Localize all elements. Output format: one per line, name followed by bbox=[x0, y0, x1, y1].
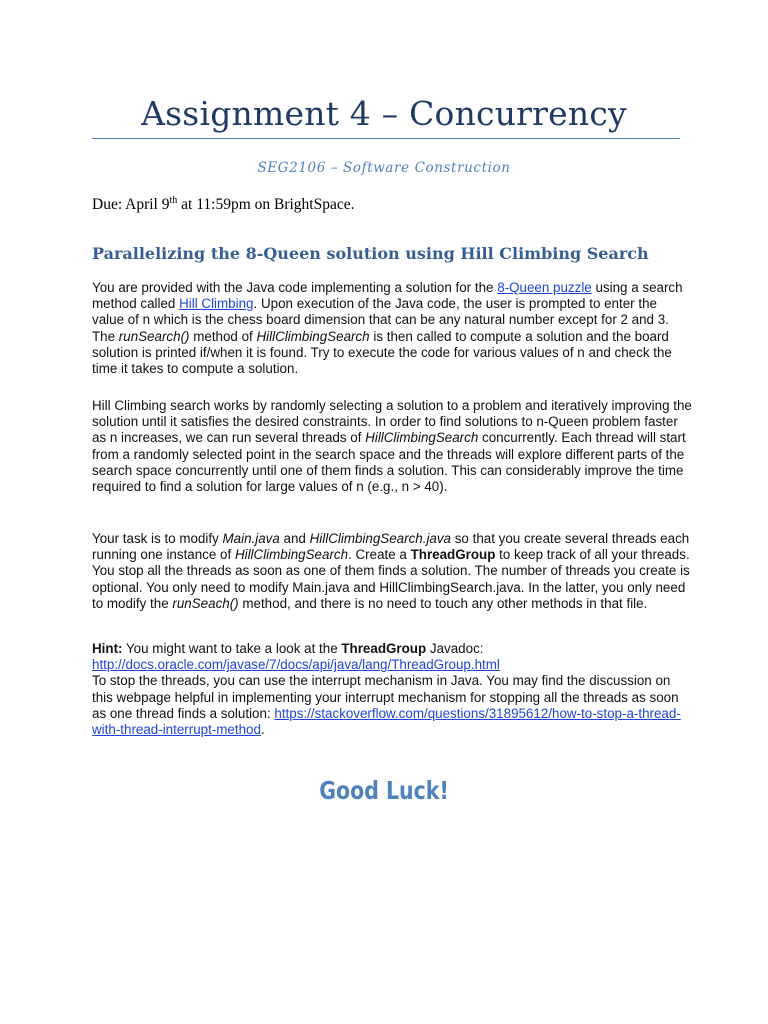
link-stackoverflow[interactable]: https://stackoverflow.com/questions/31895612/how-to-stop-a-thread-with-thread-interrupt-method bbox=[92, 705, 681, 738]
page-title: Assignment 4 – Concurrency bbox=[141, 94, 627, 133]
hint-label: Hint: bbox=[92, 641, 123, 656]
text: Your task is to modify bbox=[92, 531, 223, 546]
due-prefix: Due: April 9 bbox=[92, 196, 170, 213]
text: method, and there is no need to touch any other methods in that file. bbox=[238, 595, 648, 611]
text: You are provided with the Java code implementing a solution for the bbox=[92, 280, 498, 295]
emphasis: runSearch() bbox=[118, 328, 190, 344]
text: . Upon execution of the Java code, the user is prompted to enter the value of n which is the chess board dimension that can be any natural number except for 2 and 3. The bbox=[92, 296, 669, 344]
paragraph-hint bbox=[92, 641, 692, 738]
emphasis: HillClimbingSearch bbox=[365, 430, 479, 446]
text: To stop the threads, you can use the interrupt mechanism in Java. You may find the discussion on this webpage helpful in implementing your interrupt mechanism for stopping all the threads as soon as one thread finds a solution: bbox=[92, 673, 679, 721]
paragraph-hill-climbing bbox=[92, 398, 692, 495]
text: so that you create several threads each running one instance of bbox=[92, 531, 690, 563]
text: to keep track of all your threads. You stop all the threads as soon as one of them finds a solution. The number of threads you create is optional. You only need to modify Main.java and HillClimbingSearch.java. In the latter, you only need to modify the bbox=[92, 547, 690, 611]
due-suffix: at 11:59pm on BrightSpace. bbox=[177, 196, 355, 213]
text: Hill Climbing search works by randomly selecting a solution to a problem and iteratively improving the solution until it satisfies the desired constraints. In order to find solutions to n-Queen problem faster as n increases, we can run several threads of bbox=[92, 398, 692, 446]
paragraph-task bbox=[92, 531, 692, 612]
closing-message: Good Luck! bbox=[319, 776, 449, 805]
link-threadgroup-javadoc[interactable]: http://docs.oracle.com/javase/7/docs/api/java/lang/ThreadGroup.html bbox=[92, 657, 500, 673]
text: concurrently. Each thread will start from a randomly selected point in the search space and the threads will explore different parts of the search space concurrently until one of them finds a solution. This can considerably improve the time required to find a solution for large values of n (e.g., n > 40). bbox=[92, 430, 686, 495]
paragraph-intro bbox=[92, 280, 692, 377]
title-divider bbox=[92, 138, 680, 139]
strong: ThreadGroup bbox=[341, 641, 427, 656]
page-subtitle: SEG2106 – Software Construction bbox=[257, 160, 511, 176]
link-hill-climbing[interactable]: Hill Climbing bbox=[179, 296, 254, 312]
emphasis: HillClimbingSearch.java bbox=[309, 531, 452, 546]
text: using a search method called bbox=[92, 280, 683, 312]
text: is then called to compute a solution and the board solution is printed if/when it is found. Try to execute the code for various values of n and check the time it takes to compute a solution. bbox=[92, 328, 672, 377]
text: and bbox=[279, 531, 310, 546]
due-date bbox=[92, 196, 355, 214]
link-8-queen-puzzle[interactable]: 8-Queen puzzle bbox=[497, 280, 592, 295]
strong: ThreadGroup bbox=[410, 547, 496, 563]
text: . Create a bbox=[348, 547, 411, 563]
text: method of bbox=[189, 328, 257, 344]
section-heading: Parallelizing the 8-Queen solution using Hill Climbing Search bbox=[92, 244, 649, 263]
emphasis: Main.java bbox=[222, 531, 280, 546]
text: Javadoc: bbox=[426, 641, 484, 656]
due-ordinal: th bbox=[169, 194, 178, 206]
text: . bbox=[260, 722, 265, 738]
emphasis: HillClimbingSearch bbox=[234, 547, 349, 563]
emphasis: HillClimbingSearch bbox=[256, 328, 370, 344]
text: You might want to take a look at the bbox=[122, 641, 342, 656]
emphasis: runSeach() bbox=[172, 595, 239, 611]
